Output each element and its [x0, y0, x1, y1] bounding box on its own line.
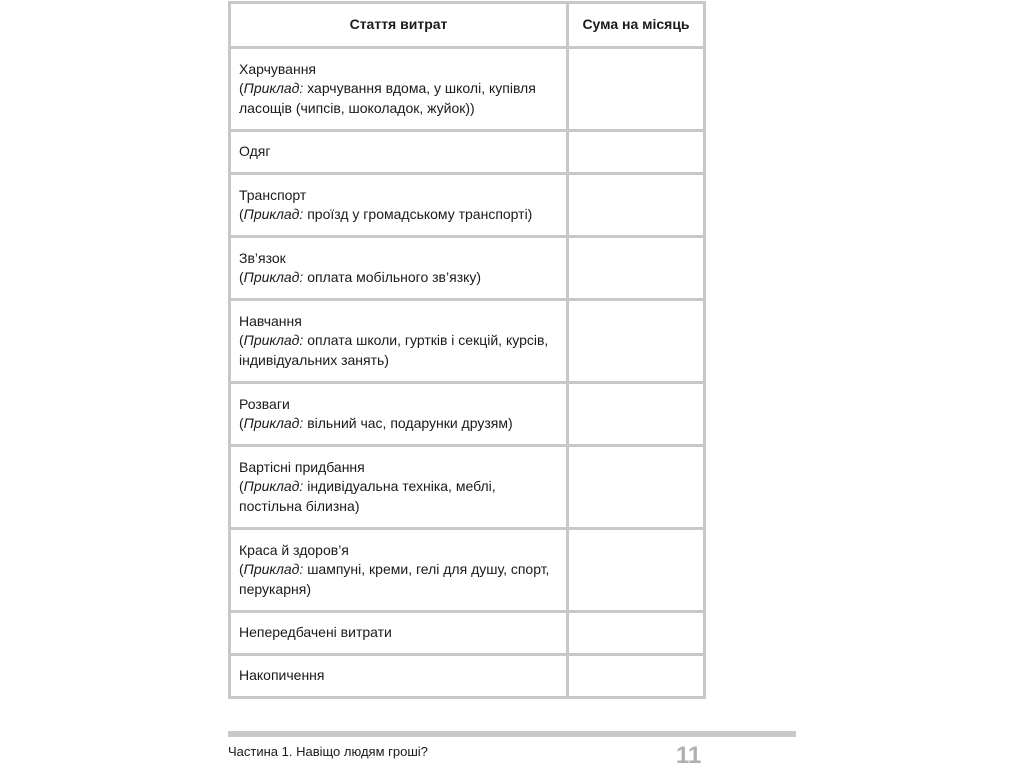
table-row	[231, 530, 703, 610]
expense-cell-communication	[231, 238, 566, 298]
expense-title: Одяг	[239, 143, 271, 160]
expense-example	[239, 477, 558, 516]
expense-title: Розваги	[239, 395, 290, 412]
table-row	[231, 49, 703, 129]
table-row	[231, 132, 703, 172]
expense-title: Краса й здоров’я	[239, 541, 349, 558]
expense-example	[239, 560, 558, 599]
expense-title: Непередбачені витрати	[239, 624, 392, 641]
footer-chapter-title: Частина 1. Навіщо людям гроші?	[228, 744, 428, 759]
amount-cell-entertainment[interactable]	[569, 384, 703, 444]
example-label: Приклад:	[243, 561, 304, 578]
paren-open: (	[239, 415, 244, 431]
paren-open: (	[239, 561, 244, 578]
example-label: Приклад:	[243, 415, 304, 431]
example-text: харчування вдома, у школі, купівля ласощів (чипсів, шоколадок, жуйок))	[239, 80, 536, 116]
expense-title: Накопичення	[239, 667, 325, 684]
expense-cell-entertainment	[231, 384, 566, 444]
example-label: Приклад:	[243, 206, 304, 222]
paren-open: (	[239, 80, 244, 97]
expense-example	[239, 205, 558, 225]
amount-cell-communication[interactable]	[569, 238, 703, 298]
table-row	[231, 656, 703, 696]
example-text: шампуні, креми, гелі для душу, спорт, перукарня)	[239, 561, 550, 597]
paren-open: (	[239, 478, 244, 495]
expense-cell-major-purchases	[231, 447, 566, 527]
paren-open: (	[239, 332, 244, 349]
table-header-row	[231, 4, 703, 46]
expense-cell-transport	[231, 175, 566, 235]
expense-title: Транспорт	[239, 186, 307, 203]
paren-open: (	[239, 206, 244, 222]
amount-cell-transport[interactable]	[569, 175, 703, 235]
page-number: 11	[676, 742, 702, 769]
expense-example	[239, 268, 558, 288]
expense-cell-clothing	[231, 132, 566, 172]
amount-cell-education[interactable]	[569, 301, 703, 381]
example-text: оплата школи, гуртків і секцій, курсів, індивідуальних занять)	[239, 332, 549, 368]
table-row	[231, 175, 703, 235]
header-monthly-amount: Сума на місяць	[569, 4, 703, 46]
expense-cell-savings	[231, 656, 566, 696]
table-row	[231, 613, 703, 653]
expense-cell-education	[231, 301, 566, 381]
example-text: вільний час, подарунки друзям)	[303, 415, 513, 431]
expense-cell-unexpected	[231, 613, 566, 653]
expense-title: Зв’язок	[239, 249, 286, 266]
expense-cell-food	[231, 49, 566, 129]
expense-title: Навчання	[239, 312, 302, 329]
example-label: Приклад:	[243, 269, 304, 285]
expense-title: Вартісні придбання	[239, 458, 365, 475]
expense-table	[228, 1, 706, 699]
expense-example	[239, 414, 558, 434]
expense-title: Харчування	[239, 60, 317, 77]
table-row	[231, 447, 703, 527]
expense-example	[239, 79, 558, 118]
example-label: Приклад:	[243, 332, 304, 349]
example-text: оплата мобільного зв’язку)	[303, 269, 482, 285]
expense-example	[239, 331, 558, 370]
table-row	[231, 301, 703, 381]
expense-cell-beauty-health	[231, 530, 566, 610]
amount-cell-beauty-health[interactable]	[569, 530, 703, 610]
table-row	[231, 238, 703, 298]
paren-open: (	[239, 269, 244, 285]
amount-cell-food[interactable]	[569, 49, 703, 129]
amount-cell-major-purchases[interactable]	[569, 447, 703, 527]
amount-cell-unexpected[interactable]	[569, 613, 703, 653]
footer-divider	[228, 731, 796, 737]
table-row	[231, 384, 703, 444]
example-label: Приклад:	[243, 80, 304, 97]
amount-cell-savings[interactable]	[569, 656, 703, 696]
amount-cell-clothing[interactable]	[569, 132, 703, 172]
header-expense-item: Стаття витрат	[231, 4, 566, 46]
example-text: проїзд у громадському транспорті)	[303, 206, 533, 222]
example-label: Приклад:	[243, 478, 304, 495]
example-text: індивідуальна техніка, меблі, постільна білизна)	[239, 478, 496, 514]
